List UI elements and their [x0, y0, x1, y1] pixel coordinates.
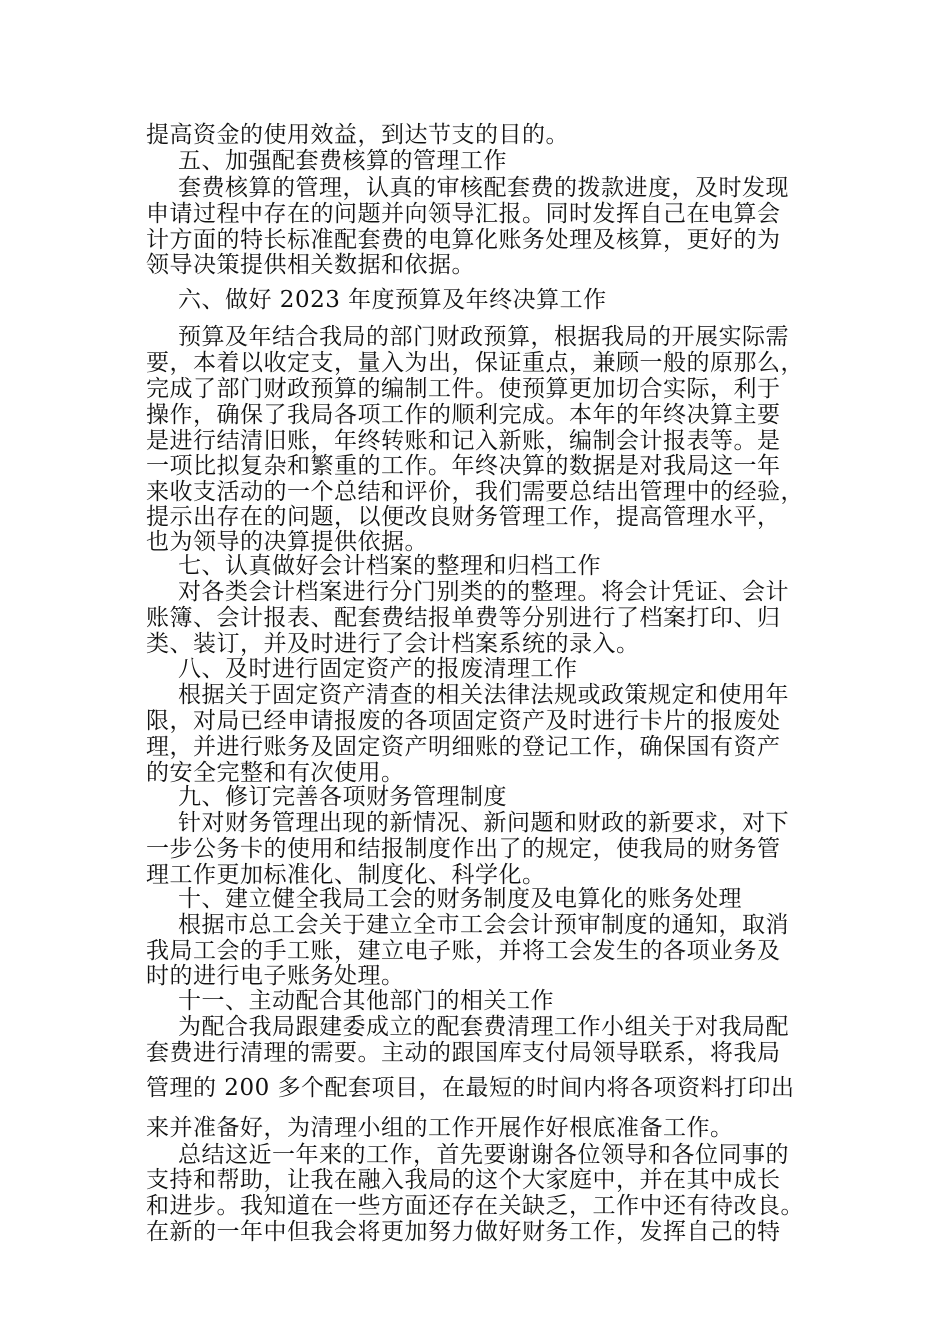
- text-line: 针对财务管理出现的新情况、新问题和财政的新要求，对下: [178, 810, 789, 836]
- text-line: 一步公务卡的使用和结报制度作出了的规定，使我局的财务管: [146, 836, 781, 862]
- text-line: 申请过程中存在的问题并向领导汇报。同时发挥自己在电算会: [146, 201, 781, 227]
- text-line: 预算及年结合我局的部门财政预算，根据我局的开展实际需: [178, 324, 789, 350]
- section-heading: 五、加强配套费核算的管理工作: [178, 148, 507, 174]
- text-line: 一项比拟复杂和繁重的工作。年终决算的数据是对我局这一年: [146, 453, 781, 479]
- text-line: 领导决策提供相关数据和依据。: [146, 252, 475, 278]
- text-line: 类、装订，并及时进行了会计档案系统的录入。: [146, 631, 640, 657]
- text-line: 提示出存在的问题，以便改良财务管理工作，提高管理水平，: [146, 504, 781, 530]
- text-line: 来收支活动的一个总结和评价，我们需要总结出管理中的经验，: [146, 479, 804, 505]
- section-heading: 七、认真做好会计档案的整理和归档工作: [178, 553, 601, 579]
- text-line: 和进步。我知道在一些方面还存在关缺乏，工作中还有待改良。: [146, 1193, 804, 1219]
- text-line: 在新的一年中但我会将更加努力做好财务工作，发挥自己的特: [146, 1219, 781, 1245]
- text-line: 来并准备好，为清理小组的工作开展作好根底准备工作。: [146, 1115, 734, 1141]
- section-heading: 十、建立健全我局工会的财务制度及电算化的账务处理: [178, 886, 742, 912]
- text-line: 时的进行电子账务处理。: [146, 963, 405, 989]
- text-line: 计方面的特长标准配套费的电算化账务处理及核算，更好的为: [146, 227, 781, 253]
- text-line: 支持和帮助，让我在融入我局的这个大家庭中，并在其中成长: [146, 1167, 781, 1193]
- text-line: 对各类会计档案进行分门别类的的整理。将会计凭证、会计: [178, 579, 789, 605]
- section-heading: 八、及时进行固定资产的报废清理工作: [178, 656, 578, 682]
- text-line: 为配合我局跟建委成立的配套费清理工作小组关于对我局配: [178, 1014, 789, 1040]
- section-heading: 十一、主动配合其他部门的相关工作: [178, 988, 554, 1014]
- section-heading: 六、做好 2023 年度预算及年终决算工作: [178, 287, 607, 313]
- text-line: 根据关于固定资产清查的相关法律法规或政策规定和使用年: [178, 682, 789, 708]
- text-line: 理，并进行账务及固定资产明细账的登记工作，确保国有资产: [146, 734, 781, 760]
- text-line: 根据市总工会关于建立全市工会会计预审制度的通知，取消: [178, 912, 789, 938]
- text-line: 账簿、会计报表、配套费结报单费等分别进行了档案打印、归: [146, 605, 781, 631]
- text-line: 限，对局已经申请报废的各项固定资产及时进行卡片的报废处: [146, 708, 781, 734]
- text-line: 套费进行清理的需要。主动的跟国库支付局领导联系，将我局: [146, 1040, 781, 1066]
- text-line: 理工作更加标准化、制度化、科学化。: [146, 862, 546, 888]
- section-heading: 九、修订完善各项财务管理制度: [178, 784, 507, 810]
- text-line: 完成了部门财政预算的编制工件。使预算更加切合实际，利于: [146, 376, 781, 402]
- text-line: 的安全完整和有次使用。: [146, 760, 405, 786]
- text-line: 管理的 200 多个配套项目，在最短的时间内将各项资料打印出: [146, 1075, 795, 1101]
- text-line: 套费核算的管理，认真的审核配套费的拨款进度，及时发现: [178, 175, 789, 201]
- text-line: 是进行结清旧账，年终转账和记入新账，编制会计报表等。是: [146, 428, 781, 454]
- text-line: 我局工会的手工账，建立电子账，并将工会发生的各项业务及: [146, 938, 781, 964]
- text-line: 要，本着以收定支，量入为出，保证重点，兼顾一般的原那么，: [146, 350, 804, 376]
- text-line: 提高资金的使用效益，到达节支的目的。: [146, 122, 569, 148]
- text-line: 总结这近一年来的工作，首先要谢谢各位领导和各位同事的: [178, 1142, 789, 1168]
- text-line: 也为领导的决算提供依据。: [146, 529, 428, 555]
- text-line: 操作，确保了我局各项工作的顺利完成。本年的年终决算主要: [146, 402, 781, 428]
